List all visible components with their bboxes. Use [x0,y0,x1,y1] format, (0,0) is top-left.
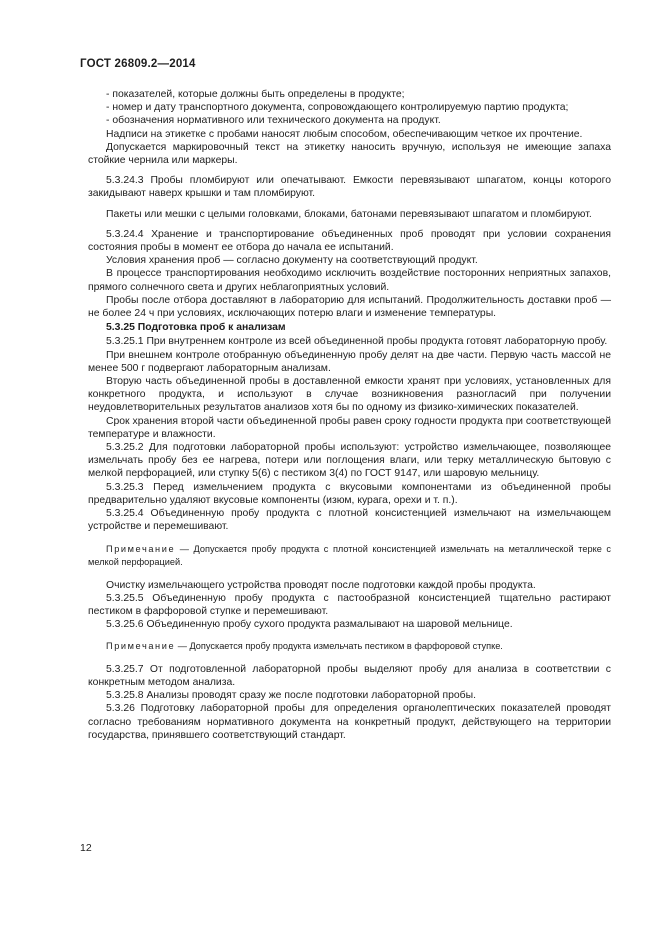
note-label: Примечание [106,641,176,652]
list-item: - показателей, которые должны быть определены в продукте; [106,89,405,100]
note-text: — Допускается пробу продукта с плотной консистенцией измельчать на металлической терке с мелкой перфорацией. [88,543,611,567]
document-body [88,88,611,742]
clause-5-3-25-1: 5.3.25.1 При внутреннем контроле из всей объединенной пробы продукта готовят лабораторную пробу. [106,336,608,348]
note-label: Примечание [106,543,176,554]
paragraph: Допускается маркировочный текст на этикетку наносить вручную, используя не имеющие запаха стойкие чернила или маркеры. [88,141,611,167]
clause-5-3-24-3: 5.3.24.3 Пробы пломбируют или опечатывают. Емкости перевязывают шпагатом, концы которого закидывают наверх крышки и там пломбируют. [88,175,611,200]
clause-5-3-25-7: 5.3.25.7 От подготовленной лабораторной пробы выделяют пробу для анализа в соответствии с конкретным методом анализа. [88,663,611,689]
note [88,640,611,654]
paragraph: При внешнем контроле отобранную объединенную пробу делят на две части. Первую часть массой не менее 500 г подвергают лабораторным анализам. [88,349,611,374]
note [88,543,611,570]
paragraph: В процессе транспортирования необходимо исключить воздействие посторонних неприятных запахов, прямого солнечного света и других неблагоприятных условий. [88,268,611,293]
clause-5-3-25-4: 5.3.25.4 Объединенную пробу продукта с плотной консистенцией измельчают на измельчающем устройстве и перемешивают. [88,508,611,533]
paragraph: Вторую часть объединенной пробы в доставленной емкости хранят при условиях, установленных для конкретного продукта, и используют в случае возникновения разногласий при получении неудовлетворительных результатов анализов хотя бы по одному из физико-химических показателей. [88,376,611,414]
list-item: - номер и дату транспортного документа, сопровождающего контролируемую партию продукта; [106,102,569,114]
paragraph: Надписи на этикетке с пробами наносят любым способом, обеспечивающим четкое их прочтение. [106,128,583,140]
document-header: ГОСТ 26809.2—2014 [80,58,196,70]
clause-5-3-25-6: 5.3.25.6 Объединенную пробу сухого продукта размалывают на шаровой мельнице. [106,619,513,631]
paragraph: Пакеты или мешки с целыми головками, блоками, батонами перевязывают шпагатом и пломбируют. [106,208,592,220]
clause-5-3-25-5: 5.3.25.5 Объединенную пробу продукта с пастообразной консистенцией тщательно растирают пестиком в фарфоровой ступке и перемешивают. [88,592,611,617]
clause-5-3-26: 5.3.26 Подготовку лабораторной пробы для определения органолептических показателей проводят согласно требованиям нормативного документа на конкретный продукт, действующего на территории государства, принявшего соответствующий стандарт. [88,703,611,741]
note-text: — Допускается пробу продукта измельчать пестиком в фарфоровой ступке. [175,641,503,652]
paragraph: Условия хранения проб — согласно документу на соответствующий продукт. [106,255,478,267]
list-item: - обозначения нормативного или технического документа на продукт. [106,115,441,127]
paragraph: Пробы после отбора доставляют в лабораторию для испытаний. Продолжительность доставки проб — не более 24 ч при условиях, исключающих потерю влаги и изменение температуры. [88,294,611,320]
clause-5-3-24-4: 5.3.24.4 Хранение и транспортирование объединенных проб проводят при условии сохранения состояния пробы в момент ее отбора до начала ее испытаний. [88,228,611,254]
clause-5-3-25-3: 5.3.25.3 Перед измельчением продукта с вкусовыми компонентами из объединенной пробы предварительно удаляют вкусовые компоненты (изюм, курага, орехи и т. п.). [88,481,611,506]
page-number: 12 [80,842,92,854]
clause-5-3-25-8: 5.3.25.8 Анализы проводят сразу же после подготовки лабораторной пробы. [106,690,476,702]
paragraph: Срок хранения второй части объединенной пробы равен сроку годности продукта при соответствующей температуре и влажности. [88,415,611,440]
clause-5-3-25-2: 5.3.25.2 Для подготовки лабораторной пробы используют: устройство измельчающее, позволяющее измельчать пробу без ее нагрева, потери или поглощения влаги, или терку металлическую бытовую с мелкой перфорацией, или ступку 5(6) с пестиком 3(4) по ГОСТ 9147, или шаровую мельницу. [88,442,611,480]
section-heading-5-3-25: 5.3.25 Подготовка проб к анализам [106,322,286,334]
paragraph: Очистку измельчающего устройства проводят после подготовки каждой пробы продукта. [106,579,536,591]
